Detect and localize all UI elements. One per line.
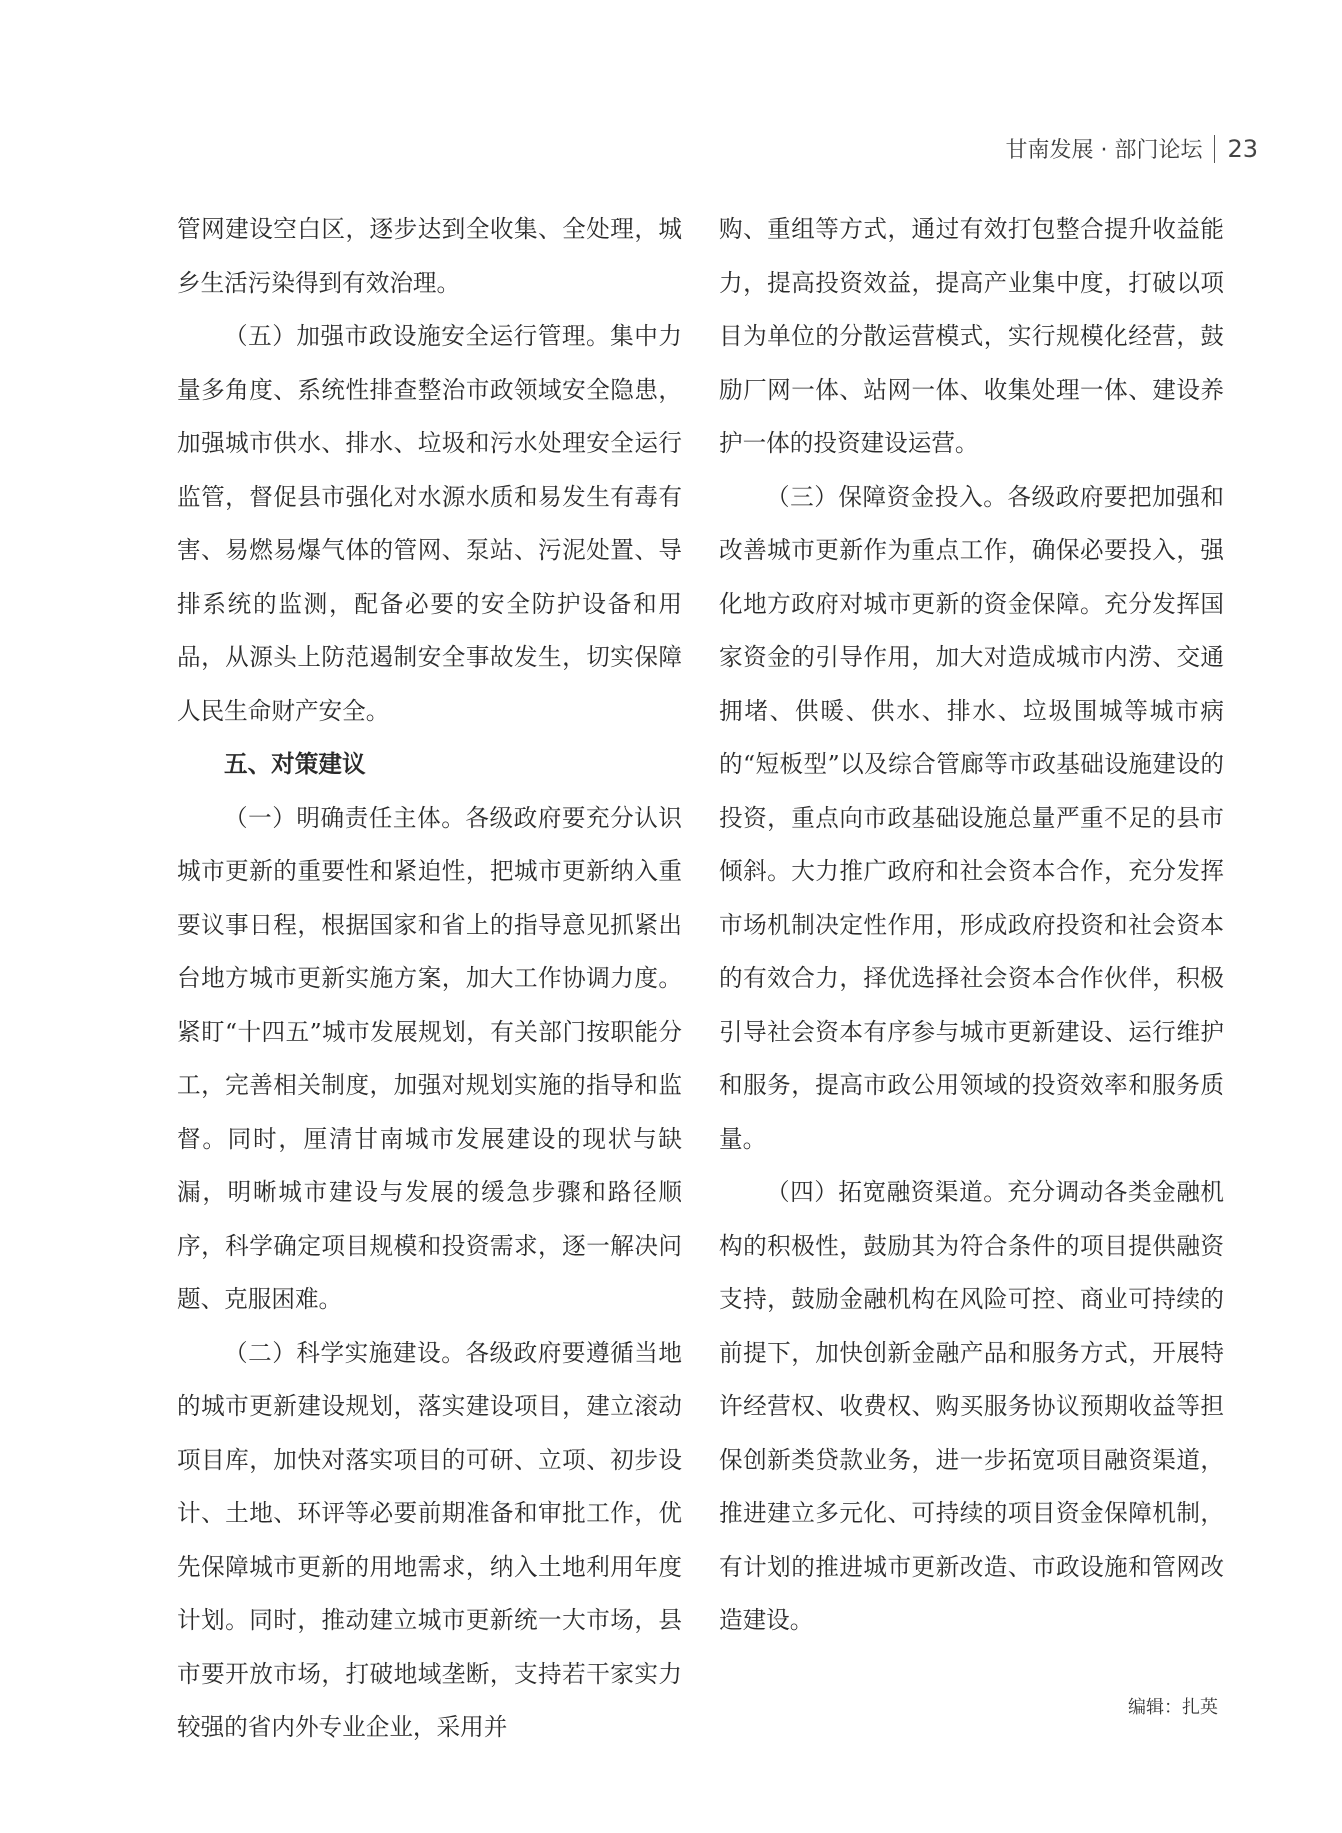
editor-credit: 编辑：扎英 [1128, 1697, 1218, 1718]
paragraph-funding: （三）保障资金投入。各级政府要把加强和改善城市更新作为重点工作，确保必要投入，强化地方政府对城市更新的资金保障。充分发挥国家资金的引导作用，加大对造成城市内涝、交通拥堵、供暖、供水、排水、垃圾围城等城市病的“短板型”以及综合管廊等市政基础设施建设的投资，重点向市政基础设施总量严重不足的县市倾斜。大力推广政府和社会资本合作，充分发挥市场机制决定性作用，形成政府投资和社会资本的有效合力，择优选择社会资本合作伙伴，积极引导社会资本有序参与城市更新建设、运行维护和服务，提高市政公用领域的投资效率和服务质量。 [719, 482, 1224, 1153]
page-number: 23 [1227, 134, 1258, 163]
paragraph-municipal-safety: （五）加强市政设施安全运行管理。集中力量多角度、系统性排查整治市政领域安全隐患，加强城市供水、排水、垃圾和污水处理安全运行监管，督促县市强化对水源水质和易发生有毒有害、易燃易爆气体的管网、泵站、污泥处置、导排系统的监测，配备必要的安全防护设备和用品，从源头上防范遏制安全事故发生，切实保障人民生命财产安全。 [177, 322, 682, 725]
page-header [1005, 133, 1258, 164]
paragraph-continuation: 购、重组等方式，通过有效打包整合提升收益能力，提高投资效益，提高产业集中度，打破以项目为单位的分散运营模式，实行规模化经营，鼓励厂网一体、站网一体、收集处理一体、建设养护一体的投资建设运营。 [719, 215, 1224, 457]
section-title: 甘南发展 · 部门论坛 [1005, 138, 1203, 163]
left-column [177, 203, 682, 1755]
section-heading: 五、对策建议 [224, 750, 366, 778]
right-column [719, 203, 1224, 1648]
paragraph-continuation: 管网建设空白区，逐步达到全收集、全处理，城乡生活污染得到有效治理。 [177, 215, 682, 297]
paragraph-responsibility: （一）明确责任主体。各级政府要充分认识城市更新的重要性和紧迫性，把城市更新纳入重要议事日程，根据国家和省上的指导意见抓紧出台地方城市更新实施方案，加大工作协调力度。紧盯“十四五”城市发展规划，有关部门按职能分工，完善相关制度，加强对规划实施的指导和监督。同时，厘清甘南城市发展建设的现状与缺漏，明晰城市建设与发展的缓急步骤和路径顺序，科学确定项目规模和投资需求，逐一解决问题、克服困难。 [177, 803, 682, 1313]
paragraph-financing: （四）拓宽融资渠道。充分调动各类金融机构的积极性，鼓励其为符合条件的项目提供融资支持，鼓励金融机构在风险可控、商业可持续的前提下，加快创新金融产品和服务方式，开展特许经营权、收费权、购买服务协议预期收益等担保创新类贷款业务，进一步拓宽项目融资渠道，推进建立多元化、可持续的项目资金保障机制，有计划的推进城市更新改造、市政设施和管网改造建设。 [719, 1178, 1224, 1634]
header-divider [1214, 135, 1215, 163]
paragraph-implementation: （二）科学实施建设。各级政府要遵循当地的城市更新建设规划，落实建设项目，建立滚动项目库，加快对落实项目的可研、立项、初步设计、土地、环评等必要前期准备和审批工作，优先保障城市更新的用地需求，纳入土地利用年度计划。同时，推动建立城市更新统一大市场，县市要开放市场，打破地域垄断，支持若干家实力较强的省内外专业企业，采用并 [177, 1338, 682, 1741]
